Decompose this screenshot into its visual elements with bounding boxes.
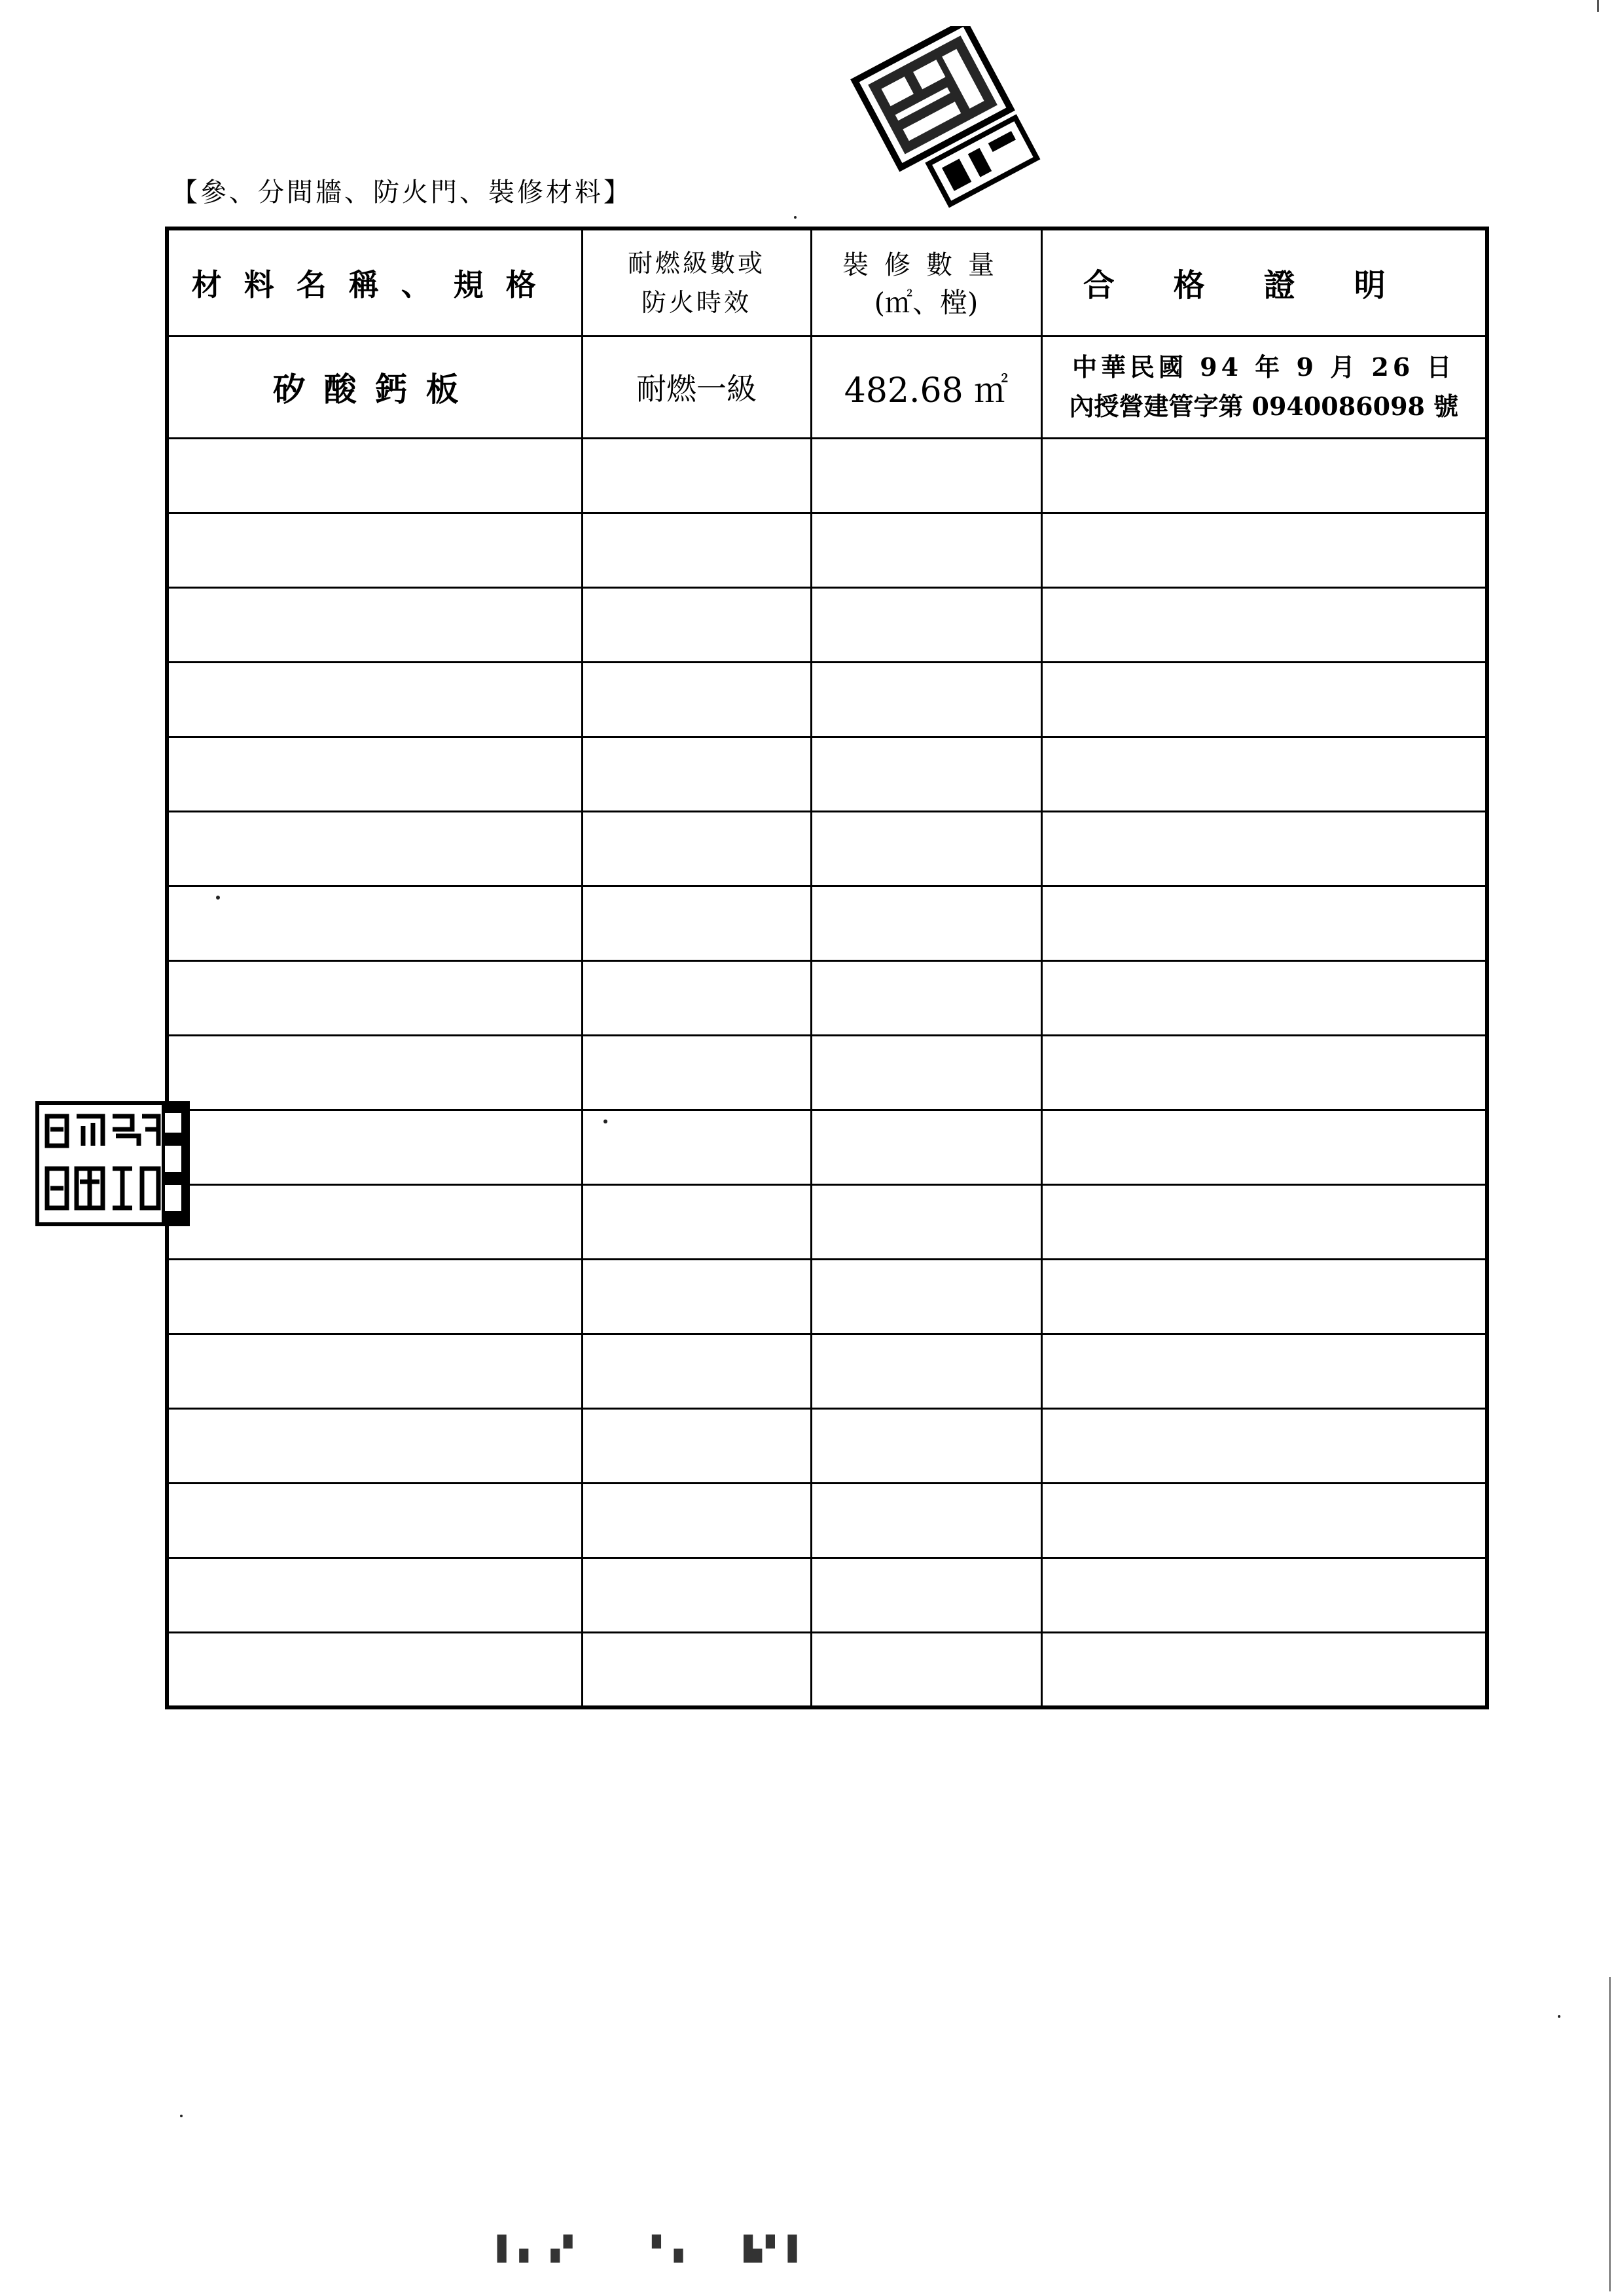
scan-speck — [603, 1120, 607, 1123]
scan-speck — [1558, 2015, 1560, 2018]
cell-certificate — [1041, 438, 1487, 513]
cell-fire-rating — [582, 886, 811, 960]
footer-faint-marks: ▌▖▗▘ ▝▗ ▙▘▌ — [497, 2236, 810, 2263]
table-row — [167, 1110, 1487, 1185]
header-material-name: 材料名稱、規格 — [167, 228, 582, 336]
cell-certificate — [1041, 811, 1487, 886]
cell-fire-rating — [582, 811, 811, 886]
cell-quantity — [811, 1110, 1041, 1185]
cell-fire-rating — [582, 1334, 811, 1409]
table-row — [167, 1185, 1487, 1260]
table-row — [167, 1036, 1487, 1110]
cell-quantity — [811, 1558, 1041, 1633]
cell-quantity — [811, 1036, 1041, 1110]
cell-material-name — [167, 1036, 582, 1110]
cell-quantity — [811, 438, 1041, 513]
cell-certificate — [1041, 1633, 1487, 1707]
cell-certificate — [1041, 513, 1487, 587]
table-row — [167, 1633, 1487, 1707]
materials-table — [165, 227, 1489, 1709]
cell-certificate — [1041, 1185, 1487, 1260]
table-row — [167, 811, 1487, 886]
cell-material-name — [167, 513, 582, 587]
cell-quantity — [811, 1484, 1041, 1558]
cell-certificate — [1041, 1558, 1487, 1633]
cell-quantity — [811, 1633, 1041, 1707]
cell-material-name — [167, 587, 582, 662]
cell-certificate — [1041, 1409, 1487, 1484]
cell-fire-rating — [582, 960, 811, 1035]
table-row — [167, 1260, 1487, 1334]
header-certificate: 合格證明 — [1041, 228, 1487, 336]
cell-fire-rating: 耐燃一級 — [582, 336, 811, 438]
table-row — [167, 587, 1487, 662]
scan-speck — [794, 216, 797, 219]
cell-material-name — [167, 662, 582, 737]
table-row — [167, 336, 1487, 438]
cell-quantity — [811, 1185, 1041, 1260]
scan-edge-line — [1597, 0, 1599, 12]
cell-quantity — [811, 587, 1041, 662]
cell-certificate — [1041, 1110, 1487, 1185]
table-row — [167, 960, 1487, 1035]
cell-material-name — [167, 1409, 582, 1484]
scan-edge-line — [1609, 1977, 1611, 2291]
cell-material-name — [167, 438, 582, 513]
cell-fire-rating — [582, 438, 811, 513]
cell-fire-rating — [582, 1409, 811, 1484]
cell-quantity: 482.68 ㎡ — [811, 336, 1041, 438]
cell-material-name — [167, 1260, 582, 1334]
scan-speck — [216, 896, 220, 900]
table-row — [167, 662, 1487, 737]
cell-material-name — [167, 960, 582, 1035]
table-row — [167, 513, 1487, 587]
table-header-row — [167, 228, 1487, 336]
cell-certificate — [1041, 587, 1487, 662]
cell-fire-rating — [582, 1260, 811, 1334]
cell-material-name — [167, 1484, 582, 1558]
header-fire-rating: 耐燃級數或 防火時效 — [582, 228, 811, 336]
cell-quantity — [811, 960, 1041, 1035]
table-row — [167, 1558, 1487, 1633]
cell-quantity — [811, 1409, 1041, 1484]
cell-fire-rating — [582, 1558, 811, 1633]
cell-fire-rating — [582, 587, 811, 662]
table-row — [167, 438, 1487, 513]
blank-rows — [167, 438, 1487, 1707]
cell-fire-rating — [582, 1633, 811, 1707]
cell-material-name — [167, 1633, 582, 1707]
cell-certificate — [1041, 1334, 1487, 1409]
cell-fire-rating — [582, 737, 811, 811]
cell-certificate — [1041, 1036, 1487, 1110]
cell-certificate — [1041, 1260, 1487, 1334]
section-title: 【參、分間牆、防火門、裝修材料】 — [171, 177, 632, 208]
cell-material-name — [167, 1110, 582, 1185]
cell-material-name — [167, 1185, 582, 1260]
cell-quantity — [811, 1334, 1041, 1409]
cell-material-name — [167, 1558, 582, 1633]
cell-quantity — [811, 662, 1041, 737]
cell-fire-rating — [582, 1110, 811, 1185]
cell-certificate — [1041, 1484, 1487, 1558]
table-row — [167, 737, 1487, 811]
cell-certificate — [1041, 662, 1487, 737]
cell-material-name — [167, 811, 582, 886]
cell-material-name — [167, 1334, 582, 1409]
cell-certificate — [1041, 886, 1487, 960]
cell-fire-rating — [582, 1185, 811, 1260]
seal-top-icon — [844, 26, 1060, 210]
cell-fire-rating — [582, 1036, 811, 1110]
cell-fire-rating — [582, 662, 811, 737]
cell-fire-rating — [582, 1484, 811, 1558]
table-row — [167, 1334, 1487, 1409]
cell-quantity — [811, 1260, 1041, 1334]
cell-certificate: 中華民國 94 年 9 月 26 日 內授營建管字第 0940086098 號 — [1041, 336, 1487, 438]
cell-quantity — [811, 737, 1041, 811]
cell-quantity — [811, 513, 1041, 587]
table-row — [167, 1484, 1487, 1558]
cell-fire-rating — [582, 513, 811, 587]
cell-material-name: 矽酸鈣板 — [167, 336, 582, 438]
scan-speck — [180, 2115, 183, 2117]
cell-material-name — [167, 886, 582, 960]
cell-certificate — [1041, 960, 1487, 1035]
seal-left-icon — [34, 1100, 191, 1231]
header-quantity: 裝修數量 (㎡、樘) — [811, 228, 1041, 336]
table-row — [167, 1409, 1487, 1484]
cell-quantity — [811, 886, 1041, 960]
cell-material-name — [167, 737, 582, 811]
table-row — [167, 886, 1487, 960]
cell-quantity — [811, 811, 1041, 886]
cell-certificate — [1041, 737, 1487, 811]
